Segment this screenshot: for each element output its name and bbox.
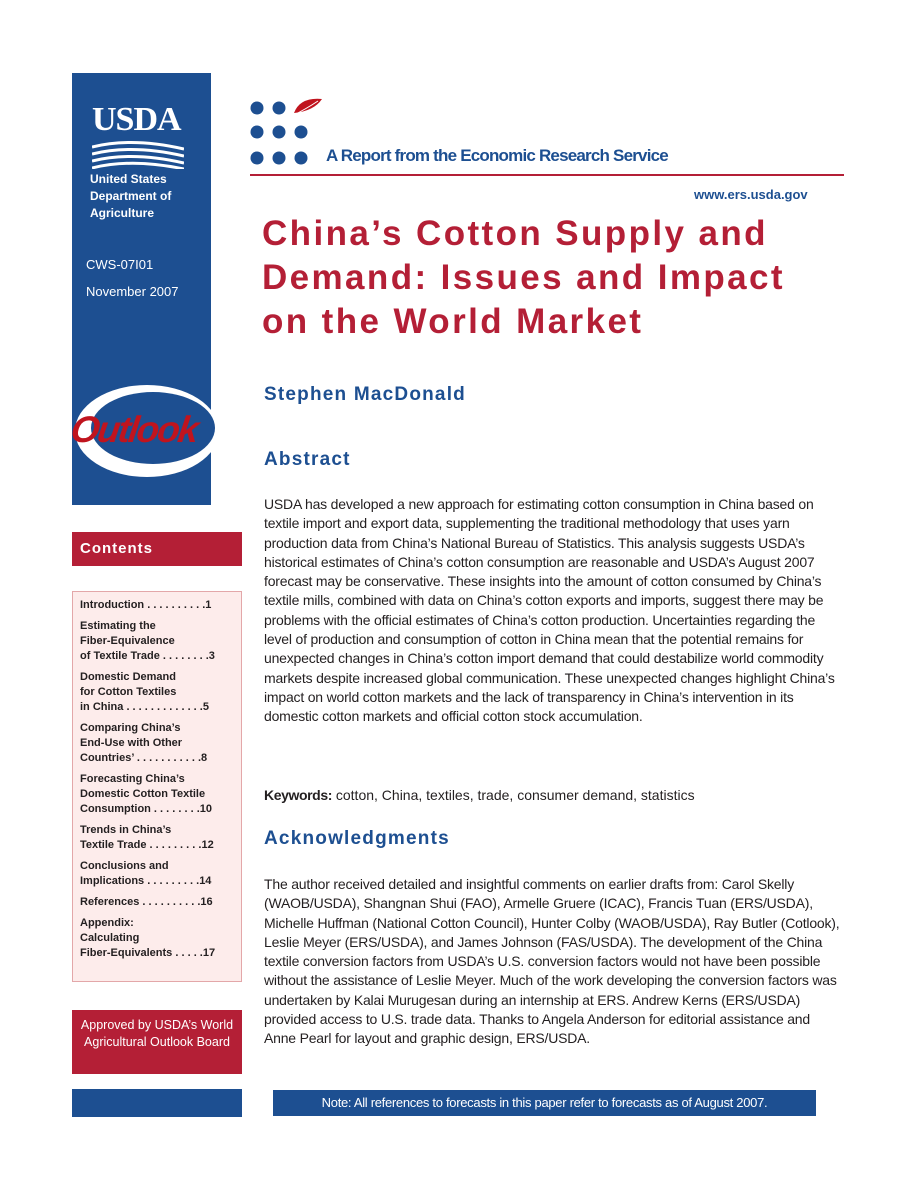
sidebar-band: [68, 73, 211, 505]
acknowledgments-heading: Acknowledgments: [264, 828, 450, 849]
abstract-heading: Abstract: [264, 449, 351, 470]
usda-hills-icon: [92, 139, 184, 169]
toc-item-comparing[interactable]: Comparing China’s End-Use with Other Countries’ . . . . . . . . . . .8: [80, 722, 208, 764]
report-date: November 2007: [86, 284, 179, 299]
keywords-label: Keywords:: [264, 787, 332, 803]
toc-item-domestic-demand[interactable]: Domestic Demand for Cotton Textiles in China . . . . . . . . . . . . .5: [80, 671, 209, 713]
usda-logo-text: USDA: [92, 101, 181, 138]
toc-item-conclusions[interactable]: Conclusions and Implications . . . . . . . . .14: [80, 860, 212, 887]
toc-item-appendix[interactable]: Appendix: Calculating Fiber-Equivalents . . . . .17: [80, 917, 216, 959]
ers-dots-logo-icon: [248, 97, 328, 167]
acknowledgments-text: The author received detailed and insightful comments on earlier drafts from: Carol Skelly (WAOB/USDA), Shangnan Shui (FAO), Armelle Gruere (ICAC), Francis Tuan (ERS/USDA), Michelle Huffman (National Cotton Council), Hunter Colby (WAOB/USDA), Ray Butler (Cotlook), Leslie Meyer (ERS/USDA), and James Johnson (FAS/USDA). The development of the China textile conversion factors from USDA’s U.S. conversion factors would not have been possible without the assistance of Leslie Meyer. Much of the work developing the conversion factors was undertaken by Kalai Murugesan during an internship at ERS. Andrew Kerns (ERS/USDA) provided access to U.S. trade data. Thanks to Angela Anderson for editorial assistance and Anne Pearl for layout and graphic design, ERS/USDA.: [264, 876, 840, 1047]
report-title: China’s Cotton Supply and Demand: Issues and Impact on the World Market: [262, 214, 785, 341]
usda-logo: [92, 103, 184, 169]
outlook-logo-text: Outlook: [68, 409, 200, 450]
author-name: Stephen MacDonald: [264, 384, 466, 405]
contents-heading: Contents: [72, 532, 242, 566]
keywords-line: [264, 787, 840, 803]
toc-item-introduction[interactable]: Introduction . . . . . . . . . .1: [80, 599, 212, 611]
approval-notice: Approved by USDA’s World Agricultural Outlook Board: [72, 1010, 242, 1074]
forecast-note: Note: All references to forecasts in this paper refer to forecasts as of August 2007.: [273, 1090, 816, 1116]
toc-item-forecasting[interactable]: Forecasting China’s Domestic Cotton Textile Consumption . . . . . . . .10: [80, 773, 213, 815]
toc-item-references[interactable]: References . . . . . . . . . .16: [80, 896, 213, 908]
agency-name: United States Department of Agriculture: [90, 172, 172, 220]
keywords-list: cotton, China, textiles, trade, consumer demand, statistics: [331, 787, 695, 803]
footer-band: [72, 1089, 242, 1117]
header-divider: [250, 174, 844, 176]
series-title: A Report from the Economic Research Service: [326, 146, 668, 165]
abstract-text: USDA has developed a new approach for estimating cotton consumption in China based on textile import and export data, supplementing the traditional methodology that uses yarn production data from China’s National Bureau of Statistics. This analysis suggests USDA’s historical estimates of China’s cotton consumption are reasonable and USDA’s August 2007 forecast may be conservative. These insights into the amount of cotton consumed by China’s textile mills, combined with data on China’s cotton exports and imports, suggest there may be problems with the official estimates of China’s cotton production. Uncertainties regarding the level of production and consumption of cotton in China mean that the potential remains for unexpected changes in China’s cotton import demand that could destabilize world commodity markets despite increased global communication. These unexpected changes highlight China’s impact on world cotton markets and the lack of transparency in China’s intervention in its domestic cotton markets and official cotton stock accumulation.: [264, 496, 835, 725]
report-id: CWS-07I01: [86, 257, 154, 272]
toc-item-estimating[interactable]: Estimating the Fiber-Equivalence of Textile Trade . . . . . . . .3: [80, 620, 215, 662]
website-link[interactable]: www.ers.usda.gov: [694, 187, 808, 202]
table-of-contents: [72, 591, 242, 982]
toc-item-trends[interactable]: Trends in China’s Textile Trade . . . . . . . . .12: [80, 824, 214, 851]
outlook-logo: [67, 373, 217, 483]
